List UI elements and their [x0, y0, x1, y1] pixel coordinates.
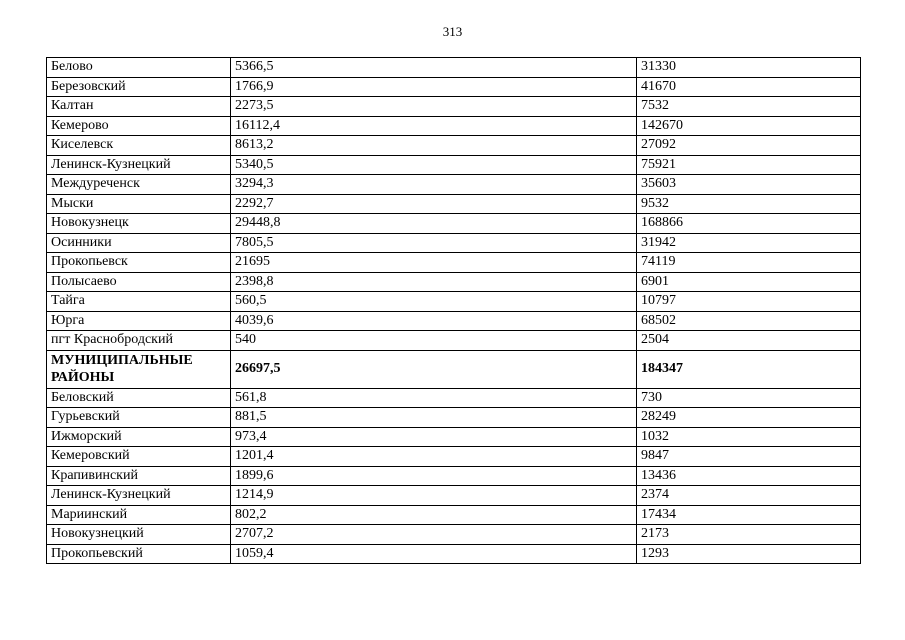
value-cell-2: 68502: [637, 311, 861, 331]
value-cell-1: 2398,8: [231, 272, 637, 292]
value-cell-2: 730: [637, 388, 861, 408]
value-cell-2: 27092: [637, 136, 861, 156]
value-cell-1: 881,5: [231, 408, 637, 428]
group-row: [47, 350, 861, 388]
value-cell-2: 2374: [637, 486, 861, 506]
name-cell: Полысаево: [47, 272, 231, 292]
value-cell-1: 5366,5: [231, 58, 637, 78]
name-cell: Юрга: [47, 311, 231, 331]
table-row: [47, 253, 861, 273]
value-cell-2: 31942: [637, 233, 861, 253]
value-cell-1: 29448,8: [231, 214, 637, 234]
value-cell-1: 1201,4: [231, 447, 637, 467]
value-cell-2: 13436: [637, 466, 861, 486]
table-row: [47, 155, 861, 175]
value-cell-1: 561,8: [231, 388, 637, 408]
name-cell: Осинники: [47, 233, 231, 253]
value-cell-1: 2292,7: [231, 194, 637, 214]
value-cell-2: 142670: [637, 116, 861, 136]
table-row: [47, 116, 861, 136]
name-cell: Кемерово: [47, 116, 231, 136]
value-cell-1: 2273,5: [231, 97, 637, 117]
table-row: [47, 544, 861, 564]
table-row: [47, 447, 861, 467]
name-cell: Гурьевский: [47, 408, 231, 428]
value-cell-1: 1214,9: [231, 486, 637, 506]
table-row: [47, 311, 861, 331]
table-row: [47, 97, 861, 117]
table-row: [47, 272, 861, 292]
value-cell-2: 41670: [637, 77, 861, 97]
value-cell-1: 7805,5: [231, 233, 637, 253]
value-cell-1: 1899,6: [231, 466, 637, 486]
value-cell-2: 6901: [637, 272, 861, 292]
value-cell-1: 5340,5: [231, 155, 637, 175]
value-cell-1: 8613,2: [231, 136, 637, 156]
value-cell-2: 9847: [637, 447, 861, 467]
table-row: [47, 486, 861, 506]
value-cell-2: 1293: [637, 544, 861, 564]
value-cell-2: 75921: [637, 155, 861, 175]
name-cell: Ижморский: [47, 427, 231, 447]
name-cell: Прокопьевский: [47, 544, 231, 564]
name-cell: Калтан: [47, 97, 231, 117]
name-cell: пгт Краснобродский: [47, 331, 231, 351]
table-row: [47, 58, 861, 78]
name-cell: Междуреченск: [47, 175, 231, 195]
value-cell-2: 74119: [637, 253, 861, 273]
table-row: [47, 505, 861, 525]
name-cell: МУНИЦИПАЛЬНЫЕ РАЙОНЫ: [47, 350, 231, 388]
value-cell-1: 3294,3: [231, 175, 637, 195]
value-cell-1: 1059,4: [231, 544, 637, 564]
value-cell-2: 168866: [637, 214, 861, 234]
value-cell-1: 560,5: [231, 292, 637, 312]
name-cell: Киселевск: [47, 136, 231, 156]
table-row: [47, 408, 861, 428]
value-cell-1: 973,4: [231, 427, 637, 447]
value-cell-2: 35603: [637, 175, 861, 195]
name-cell: Беловский: [47, 388, 231, 408]
value-cell-1: 2707,2: [231, 525, 637, 545]
table-body: [47, 58, 861, 564]
table-row: [47, 233, 861, 253]
value-cell-2: 2504: [637, 331, 861, 351]
value-cell-1: 26697,5: [231, 350, 637, 388]
value-cell-1: 21695: [231, 253, 637, 273]
name-cell: Мариинский: [47, 505, 231, 525]
table-row: [47, 331, 861, 351]
page-number: 313: [442, 24, 463, 39]
table-row: [47, 525, 861, 545]
name-cell: Кемеровский: [47, 447, 231, 467]
name-cell: Березовский: [47, 77, 231, 97]
name-cell: Новокузнецкий: [47, 525, 231, 545]
name-cell: Мыски: [47, 194, 231, 214]
value-cell-1: 540: [231, 331, 637, 351]
table-row: [47, 175, 861, 195]
name-cell: Ленинск-Кузнецкий: [47, 486, 231, 506]
table-row: [47, 427, 861, 447]
name-cell: Прокопьевск: [47, 253, 231, 273]
table-row: [47, 194, 861, 214]
data-table: [46, 57, 861, 564]
value-cell-1: 4039,6: [231, 311, 637, 331]
value-cell-1: 802,2: [231, 505, 637, 525]
table-row: [47, 214, 861, 234]
name-cell: Тайга: [47, 292, 231, 312]
name-cell: Новокузнецк: [47, 214, 231, 234]
value-cell-1: 16112,4: [231, 116, 637, 136]
name-cell: Ленинск-Кузнецкий: [47, 155, 231, 175]
table-row: [47, 77, 861, 97]
table-row: [47, 388, 861, 408]
value-cell-2: 10797: [637, 292, 861, 312]
value-cell-2: 31330: [637, 58, 861, 78]
name-cell: Белово: [47, 58, 231, 78]
value-cell-2: 184347: [637, 350, 861, 388]
name-cell: Крапивинский: [47, 466, 231, 486]
value-cell-2: 1032: [637, 427, 861, 447]
value-cell-2: 9532: [637, 194, 861, 214]
value-cell-2: 28249: [637, 408, 861, 428]
value-cell-2: 2173: [637, 525, 861, 545]
table-row: [47, 136, 861, 156]
value-cell-2: 17434: [637, 505, 861, 525]
table-row: [47, 466, 861, 486]
table-row: [47, 292, 861, 312]
value-cell-2: 7532: [637, 97, 861, 117]
value-cell-1: 1766,9: [231, 77, 637, 97]
